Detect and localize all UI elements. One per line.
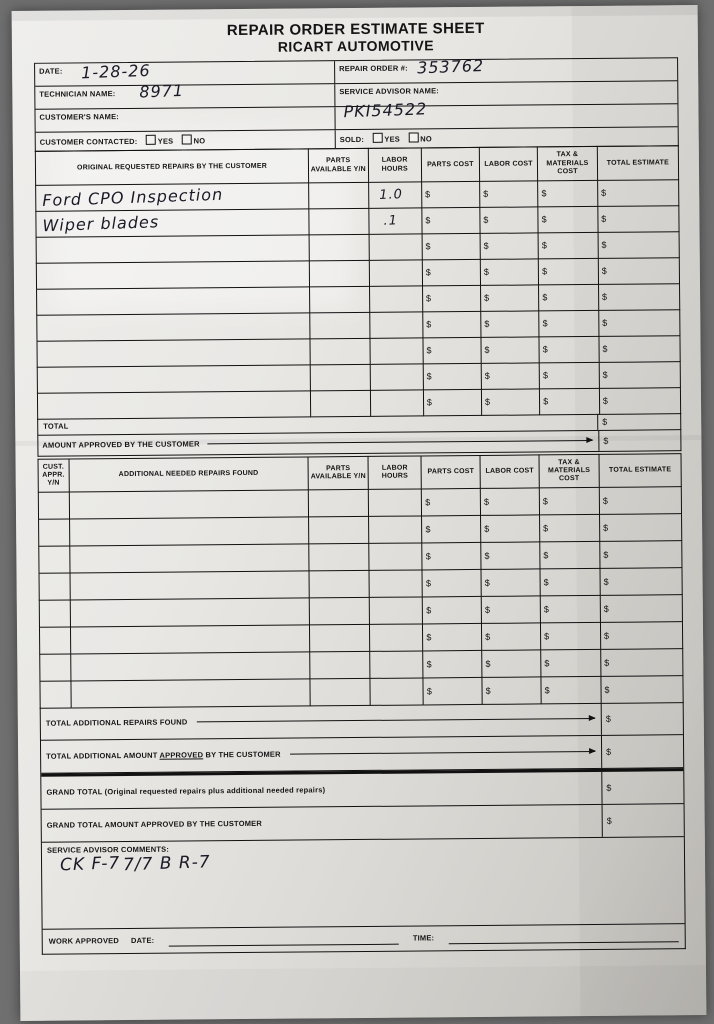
th-labor-hours: LABOR HOURS — [368, 456, 422, 490]
cell-total-estimate[interactable] — [600, 567, 682, 595]
cell-total-estimate[interactable] — [601, 648, 683, 676]
currency-symbol: $ — [483, 266, 490, 278]
currency-symbol: $ — [603, 576, 609, 587]
table1-header-row — [35, 146, 678, 185]
cell-tax-materials[interactable] — [539, 310, 599, 337]
currency-symbol: $ — [425, 293, 432, 304]
cell-description[interactable] — [36, 235, 309, 263]
cell-labor-hours[interactable] — [369, 516, 423, 543]
cell-parts-cost[interactable] — [423, 650, 482, 678]
row-description-value: Ford CPO Inspection — [41, 184, 224, 210]
currency-symbol: $ — [602, 495, 609, 506]
currency-symbol: $ — [542, 292, 548, 303]
total-additional-approved-value[interactable] — [601, 735, 683, 768]
grand-total-approved-row — [42, 804, 684, 843]
currency-symbol: $ — [601, 187, 607, 198]
page-title — [34, 19, 678, 57]
currency-symbol: $ — [484, 396, 491, 408]
currency-symbol: $ — [425, 551, 431, 562]
cell-parts-available[interactable] — [309, 208, 369, 235]
currency-symbol: $ — [425, 497, 431, 508]
cell-tax-materials[interactable] — [540, 595, 600, 623]
amount-approved-value[interactable] — [598, 430, 680, 451]
cell-parts-available[interactable] — [309, 570, 369, 598]
currency-symbol: $ — [602, 343, 608, 354]
service-advisor-comments[interactable] — [42, 837, 685, 930]
cell-cust-appr[interactable] — [39, 573, 70, 600]
cell-total-estimate[interactable] — [599, 361, 680, 388]
cell-labor-hours[interactable] — [369, 234, 422, 260]
cell-description[interactable] — [36, 261, 309, 289]
cell-labor-hours[interactable] — [368, 489, 422, 516]
currency-symbol: $ — [426, 371, 432, 382]
cell-description[interactable] — [37, 339, 310, 367]
currency-symbol: $ — [484, 604, 491, 615]
cell-tax-materials[interactable] — [540, 388, 600, 415]
th-total-estimate: TOTAL ESTIMATE — [597, 146, 678, 180]
total-additional-approved-row — [41, 735, 683, 774]
scanned-paper — [12, 5, 707, 1021]
currency-symbol: $ — [601, 213, 607, 224]
cell-total-estimate[interactable] — [599, 513, 681, 541]
cell-parts-available[interactable] — [309, 260, 369, 287]
cell-parts-cost[interactable] — [422, 285, 480, 312]
technician-label: TECHNICIAN NAME: — [39, 89, 116, 100]
th-description: ORIGINAL REQUESTED REPAIRS BY THE CUSTOMER — [35, 149, 308, 185]
sold-label: SOLD: — [339, 135, 365, 145]
footer-time-input[interactable] — [448, 929, 679, 944]
currency-symbol: $ — [604, 684, 610, 695]
cell-total-estimate[interactable] — [600, 540, 682, 568]
grand-total-label: GRAND TOTAL (Original requested repairs plus additional needed repairs) — [46, 785, 326, 797]
currency-symbol: $ — [484, 523, 490, 534]
cell-cust-appr[interactable] — [39, 600, 70, 627]
cell-tax-materials[interactable] — [539, 336, 599, 363]
cell-total-estimate[interactable] — [600, 594, 682, 622]
currency-symbol: $ — [425, 241, 431, 252]
cell-tax-materials[interactable] — [541, 676, 601, 704]
additional-repairs-table — [38, 453, 684, 709]
comments-value — [59, 851, 211, 876]
cell-parts-available[interactable] — [309, 182, 369, 209]
cell-parts-available[interactable] — [310, 624, 370, 652]
th-tax-materials: TAX & MATERIALS COST — [539, 454, 599, 488]
th-parts-available: PARTS AVAILABLE Y/N — [308, 149, 368, 183]
currency-symbol: $ — [543, 604, 550, 615]
cell-total-estimate[interactable] — [600, 621, 682, 649]
spacer — [330, 788, 601, 790]
cell-total-estimate[interactable] — [598, 231, 679, 258]
cell-description[interactable] — [71, 679, 311, 708]
customer-name-field[interactable] — [35, 108, 335, 133]
contacted-yes-label: YES — [157, 137, 174, 147]
currency-symbol: $ — [542, 370, 549, 381]
cell-description[interactable] — [37, 391, 310, 419]
currency-symbol: $ — [426, 397, 433, 408]
grand-total-approved-label: GRAND TOTAL AMOUNT APPROVED BY THE CUSTOMER — [46, 819, 263, 830]
currency-symbol: $ — [484, 370, 491, 382]
comments-label: SERVICE ADVISOR COMMENTS: — [46, 844, 170, 855]
cell-total-estimate[interactable] — [597, 179, 678, 206]
contacted-no-checkbox[interactable] — [182, 135, 192, 145]
cell-parts-cost[interactable] — [423, 311, 481, 338]
currency-symbol: $ — [543, 550, 549, 561]
cell-labor-cost[interactable] — [481, 311, 539, 338]
repair-order-value: 353762 — [416, 56, 485, 78]
cell-parts-cost[interactable] — [422, 542, 481, 570]
cell-cust-appr[interactable] — [38, 492, 69, 519]
cell-description[interactable] — [37, 287, 310, 315]
currency-symbol: $ — [426, 686, 433, 697]
customer-name-label: CUSTOMER'S NAME: — [39, 112, 120, 123]
currency-symbol: $ — [603, 630, 610, 641]
th-total-estimate: TOTAL ESTIMATE — [599, 453, 681, 487]
cell-total-estimate[interactable] — [601, 675, 683, 703]
cell-labor-cost[interactable] — [481, 337, 539, 364]
currency-symbol: $ — [542, 496, 549, 507]
cell-labor-cost[interactable] — [482, 677, 541, 705]
service-advisor-value-field[interactable] — [335, 99, 677, 130]
paper-shadow-top — [12, 5, 698, 21]
spacer — [267, 821, 602, 824]
cell-tax-materials[interactable] — [539, 362, 599, 389]
sold-field — [336, 128, 678, 149]
cell-description[interactable] — [70, 571, 310, 600]
currency-symbol: $ — [484, 550, 490, 561]
cell-description[interactable] — [69, 517, 309, 546]
title-line-2: RICART AUTOMOTIVE — [277, 37, 435, 55]
cell-tax-materials[interactable] — [539, 487, 599, 515]
currency-symbol: $ — [602, 416, 608, 427]
cell-labor-cost[interactable] — [481, 542, 540, 570]
customer-contacted-field — [36, 131, 336, 152]
currency-symbol: $ — [483, 496, 490, 507]
repair-order-label: REPAIR ORDER #: — [339, 64, 408, 74]
currency-symbol: $ — [602, 369, 608, 380]
leader-line — [290, 751, 595, 755]
cell-labor-cost[interactable] — [481, 515, 540, 543]
cell-parts-available[interactable] — [310, 338, 370, 365]
currency-symbol: $ — [426, 605, 432, 616]
cell-labor-cost[interactable] — [481, 596, 540, 624]
th-labor-hours: LABOR HOURS — [368, 148, 422, 182]
cell-tax-materials[interactable] — [540, 622, 600, 650]
cell-labor-hours[interactable] — [369, 286, 422, 312]
cell-labor-hours[interactable] — [369, 543, 423, 570]
total-additional-repairs-row — [41, 702, 683, 741]
th-parts-cost: PARTS COST — [421, 455, 480, 489]
currency-symbol: $ — [542, 344, 549, 355]
paper-shadow-bottom — [20, 965, 706, 1021]
th-additional-description: ADDITIONAL NEEDED REPAIRS FOUND — [69, 457, 309, 492]
currency-symbol: $ — [483, 188, 489, 200]
total-label: TOTAL — [38, 414, 598, 435]
table2-header-row — [38, 453, 681, 492]
cell-parts-cost[interactable] — [422, 569, 481, 597]
currency-symbol: $ — [603, 522, 609, 533]
work-approved-label: WORK APPROVED — [48, 936, 120, 946]
cell-tax-materials[interactable] — [538, 258, 598, 285]
currency-symbol: $ — [602, 317, 608, 328]
cell-parts-cost[interactable] — [422, 259, 480, 286]
cell-labor-hours[interactable] — [369, 597, 423, 624]
amount-approved-row — [37, 430, 681, 457]
cell-parts-available[interactable] — [309, 543, 369, 571]
currency-symbol: $ — [544, 631, 550, 642]
footer-date-label: DATE: — [130, 936, 155, 946]
cell-labor-hours[interactable] — [370, 364, 423, 390]
currency-symbol: $ — [603, 603, 610, 614]
cell-description[interactable] — [70, 652, 310, 681]
technician-value: 8971 — [138, 81, 185, 102]
cell-parts-cost[interactable] — [423, 363, 481, 390]
currency-symbol: $ — [544, 658, 550, 669]
cell-total-estimate[interactable] — [599, 486, 681, 514]
cell-parts-available[interactable] — [310, 678, 370, 706]
cell-parts-cost[interactable] — [421, 181, 479, 208]
cell-labor-hours[interactable] — [369, 570, 423, 597]
currency-symbol: $ — [601, 265, 608, 276]
cell-parts-available[interactable] — [309, 516, 369, 544]
contacted-no-label: NO — [193, 136, 206, 146]
th-cust-appr: CUST. APPR. Y/N — [38, 459, 69, 492]
cell-labor-hours[interactable] — [370, 338, 423, 364]
currency-symbol: $ — [541, 240, 548, 251]
cell-labor-cost[interactable] — [480, 259, 538, 286]
cell-tax-materials[interactable] — [540, 514, 600, 542]
leader-line — [197, 718, 595, 722]
currency-symbol: $ — [484, 318, 490, 330]
cell-parts-available[interactable] — [310, 651, 370, 679]
currency-symbol: $ — [426, 345, 432, 356]
currency-symbol: $ — [542, 266, 548, 277]
cell-parts-cost[interactable] — [422, 488, 481, 516]
cell-labor-cost[interactable] — [480, 233, 538, 260]
row-labor-hours-value: .1 — [382, 212, 398, 229]
comments-line-2: 7/7 B R-7 — [122, 851, 211, 875]
sold-no-checkbox[interactable] — [408, 133, 418, 143]
currency-symbol: $ — [484, 577, 490, 588]
grand-total-approved-value[interactable] — [602, 804, 684, 837]
row-labor-hours-value: 1.0 — [378, 186, 403, 203]
currency-symbol: $ — [484, 344, 490, 356]
sold-yes-label: YES — [384, 135, 401, 145]
cell-total-estimate[interactable] — [598, 257, 679, 284]
sold-no-label: NO — [420, 134, 432, 144]
cell-labor-hours[interactable] — [368, 208, 421, 234]
total-additional-repairs-value[interactable] — [601, 702, 683, 735]
total-value[interactable] — [598, 413, 680, 430]
cell-parts-available[interactable] — [308, 489, 368, 517]
totals-section — [40, 702, 686, 955]
cell-total-estimate[interactable] — [599, 335, 680, 362]
currency-symbol: $ — [606, 815, 612, 826]
original-repairs-table — [35, 146, 681, 420]
cell-parts-cost[interactable] — [422, 233, 480, 260]
leader-line — [208, 440, 593, 444]
cell-labor-hours[interactable] — [370, 678, 424, 705]
currency-symbol: $ — [541, 188, 547, 199]
contacted-yes-checkbox[interactable] — [146, 135, 156, 145]
cell-cust-appr[interactable] — [39, 546, 70, 573]
title-line-1: REPAIR ORDER ESTIMATE SHEET — [226, 19, 485, 40]
cell-labor-hours[interactable] — [369, 260, 422, 286]
service-advisor-label: SERVICE ADVISOR NAME: — [339, 86, 440, 97]
cell-labor-hours[interactable] — [369, 312, 422, 338]
currency-symbol: $ — [542, 318, 548, 329]
footer-time-label: TIME: — [412, 933, 435, 943]
cell-labor-cost[interactable] — [482, 623, 541, 651]
currency-symbol: $ — [425, 215, 431, 226]
cell-tax-materials[interactable] — [538, 206, 598, 233]
amount-approved-label: AMOUNT APPROVED BY THE CUSTOMER — [42, 439, 200, 450]
currency-symbol: $ — [543, 523, 549, 534]
cell-tax-materials[interactable] — [539, 284, 599, 311]
cell-parts-cost[interactable] — [423, 677, 482, 705]
currency-symbol: $ — [606, 746, 612, 757]
currency-symbol: $ — [605, 713, 612, 724]
cell-tax-materials[interactable] — [541, 649, 601, 677]
currency-symbol: $ — [483, 240, 489, 252]
cell-labor-cost[interactable] — [480, 181, 538, 208]
cell-parts-available[interactable] — [310, 286, 370, 313]
currency-symbol: $ — [543, 396, 549, 407]
date-field[interactable] — [35, 62, 335, 87]
row-description-value: Wiper blades — [42, 211, 160, 235]
cell-parts-available[interactable] — [309, 234, 369, 261]
currency-symbol: $ — [601, 291, 608, 302]
currency-symbol: $ — [604, 657, 610, 668]
currency-symbol: $ — [425, 578, 432, 589]
th-tax-materials: TAX & MATERIALS COST — [538, 147, 598, 181]
cell-tax-materials[interactable] — [540, 541, 600, 569]
cell-parts-available[interactable] — [309, 597, 369, 625]
currency-symbol: $ — [485, 631, 491, 642]
cell-total-estimate[interactable] — [599, 387, 680, 414]
cell-description[interactable] — [36, 209, 309, 237]
currency-symbol: $ — [485, 658, 491, 669]
currency-symbol: $ — [541, 214, 547, 225]
repair-order-field[interactable] — [335, 56, 677, 84]
footer-date-input[interactable] — [168, 932, 399, 947]
cell-description[interactable] — [37, 313, 310, 341]
cell-parts-available[interactable] — [310, 364, 370, 391]
cell-total-estimate[interactable] — [598, 283, 679, 310]
approved-underlined-word: APPROVED — [159, 750, 204, 760]
cell-tax-materials[interactable] — [538, 232, 598, 259]
currency-symbol: $ — [426, 632, 432, 643]
currency-symbol: $ — [425, 524, 431, 535]
cell-cust-appr[interactable] — [40, 681, 71, 708]
cell-labor-cost[interactable] — [480, 207, 538, 234]
cell-parts-cost[interactable] — [423, 623, 482, 651]
currency-symbol: $ — [484, 292, 490, 304]
cell-parts-cost[interactable] — [422, 515, 481, 543]
customer-contacted-label: CUSTOMER CONTACTED: — [39, 137, 138, 148]
grand-total-value[interactable] — [601, 771, 683, 804]
estimate-sheet — [34, 19, 686, 954]
cell-labor-cost[interactable] — [481, 569, 540, 597]
cell-labor-cost[interactable] — [481, 363, 539, 390]
cell-description[interactable] — [70, 598, 310, 627]
date-label: DATE: — [39, 67, 63, 77]
currency-symbol: $ — [602, 395, 609, 406]
cell-cust-appr[interactable] — [40, 654, 71, 681]
cell-labor-cost[interactable] — [481, 389, 539, 416]
cell-description[interactable] — [37, 365, 310, 393]
cell-description[interactable] — [69, 490, 309, 519]
technician-field[interactable] — [35, 81, 335, 110]
cell-labor-hours[interactable] — [369, 624, 423, 651]
th-labor-cost: LABOR COST — [480, 455, 539, 489]
cell-labor-hours[interactable] — [368, 182, 421, 208]
cell-tax-materials[interactable] — [538, 180, 598, 207]
cell-labor-cost[interactable] — [480, 488, 539, 516]
th-parts-available: PARTS AVAILABLE Y/N — [308, 456, 368, 490]
currency-symbol: $ — [426, 659, 432, 670]
cell-labor-cost[interactable] — [480, 285, 538, 312]
date-value: 1-28-26 — [80, 61, 151, 83]
cell-parts-cost[interactable] — [423, 596, 482, 624]
cell-total-estimate[interactable] — [598, 205, 679, 232]
currency-symbol: $ — [544, 685, 550, 696]
cell-description[interactable] — [36, 183, 309, 211]
cell-description[interactable] — [69, 544, 309, 573]
cell-labor-hours[interactable] — [370, 390, 423, 416]
cell-parts-cost[interactable] — [423, 337, 481, 364]
cell-parts-cost[interactable] — [422, 207, 480, 234]
sold-yes-checkbox[interactable] — [372, 133, 382, 143]
comments-line-1: CK F-7 — [59, 853, 121, 876]
header-block — [34, 58, 679, 153]
cell-cust-appr[interactable] — [39, 519, 70, 546]
th-labor-cost: LABOR COST — [479, 147, 538, 181]
currency-symbol: $ — [543, 577, 549, 588]
currency-symbol: $ — [483, 214, 489, 226]
cell-labor-cost[interactable] — [482, 650, 541, 678]
total-additional-approved-label: TOTAL ADDITIONAL AMOUNT APPROVED BY THE CUSTOMER — [46, 749, 281, 761]
cell-parts-cost[interactable] — [423, 389, 481, 416]
cell-parts-available[interactable] — [310, 390, 370, 417]
th-parts-cost: PARTS COST — [421, 148, 479, 182]
currency-symbol: $ — [426, 319, 432, 330]
cell-labor-hours[interactable] — [370, 651, 424, 678]
currency-symbol: $ — [606, 782, 612, 793]
currency-symbol: $ — [601, 239, 607, 250]
grand-total-row — [41, 768, 683, 810]
cell-parts-available[interactable] — [310, 312, 370, 339]
cell-tax-materials[interactable] — [540, 568, 600, 596]
currency-symbol: $ — [603, 435, 609, 446]
cell-cust-appr[interactable] — [39, 627, 70, 654]
currency-symbol: $ — [425, 267, 432, 278]
currency-symbol: $ — [603, 549, 609, 560]
service-advisor-value: PKI54522 — [343, 99, 428, 122]
currency-symbol: $ — [485, 685, 491, 696]
cell-description[interactable] — [70, 625, 310, 654]
cell-total-estimate[interactable] — [599, 309, 680, 336]
total-additional-repairs-label: TOTAL ADDITIONAL REPAIRS FOUND — [45, 717, 188, 728]
currency-symbol: $ — [425, 189, 431, 200]
